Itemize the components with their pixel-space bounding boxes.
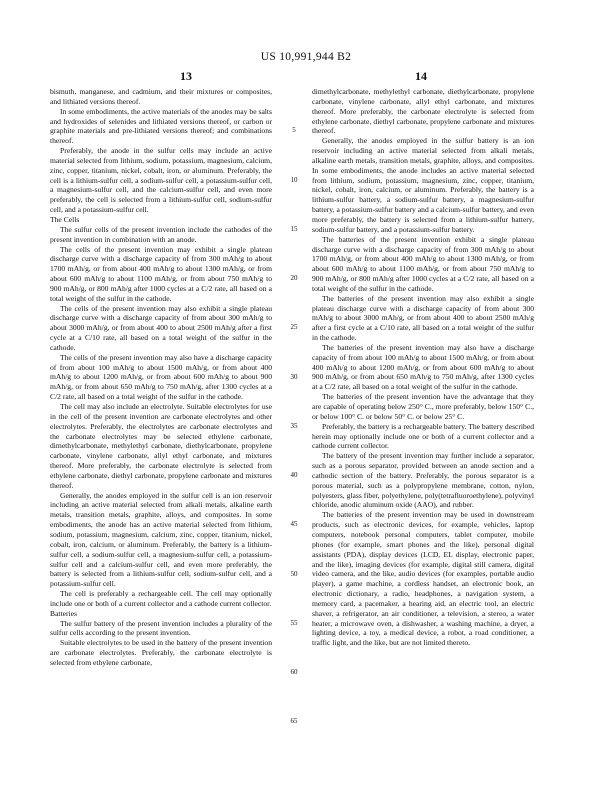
line-number: 15: [290, 224, 298, 233]
paragraph: The batteries of the present invention may also have a discharge capacity of from about 100 mAh/g to about 1500 mAh/g, or from about 400 mAh/g to about 1200 mAh/g, or from about 600 mAh/g to about 900 mAh/g, or from about 650 mAh/g to 750 mAh/g, after 1300 cycles at a C/2 rate, all based on a total weight of the sulfur in the cathode.: [312, 342, 534, 392]
paragraph: The cell may also include an electrolyte. Suitable electrolytes for use in the cell of the present invention are carbonate electrolytes and other electrolytes. Preferably, the electrolytes are carbonate electrolytes and the carbonate electrolytes may be selected ethylene carbonate, dimethylcarbonate, methylethyl carbonate, diethylcarbonate, propylene carbonate, vinylene carbonate, allyl ethyl carbonate, and mixtures thereof. More preferably, the carbonate electrolyte is selected from ethylene carbonate, diethyl carbonate, propylene carbonate and mixtures thereof.: [50, 402, 272, 490]
left-text-column: [50, 87, 272, 668]
line-number: 65: [290, 717, 298, 726]
paragraph: Preferably, the battery is a rechargeable battery. The battery described herein may optionally include one or both of a current collector and a cathode current collector.: [312, 421, 534, 451]
paragraph: The sulfur cells of the present invention include the cathodes of the present invention in combination with an anode.: [50, 224, 272, 244]
paragraph: Suitable electrolytes to be used in the battery of the present invention are carbonate electrolytes. Preferably, the carbonate electrolyte is selected from ethylene carbonate,: [50, 638, 272, 667]
patent-number-header: US 10,991,944 B2: [260, 51, 352, 63]
paragraph: The sulfur battery of the present invention includes a plurality of the sulfur cells according to the present invention.: [50, 618, 272, 638]
paragraph: bismuth, manganese, and cadmium, and their mixtures or composites, and lithiated versions thereof.: [50, 87, 272, 106]
paragraph: The cells of the present invention may exhibit a single plateau discharge curve with a discharge capacity of from 300 mAh/g to about 1700 mAh/g, or from about 400 mAh/g to about 1300 mAh/g, or from about 600 mAh/g to about 1100 mAh/g, or from about 750 mAh/g to 900 mAh/g, or 800 mAh/g after 1000 cycles at a C/2 rate, all based on a total weight of the sulfur in the cathode.: [50, 244, 272, 303]
line-number: 35: [290, 421, 298, 430]
section-heading: Batteries: [50, 608, 77, 618]
page-number-right: 14: [415, 69, 427, 83]
paragraph: The batteries of the present invention exhibit a single plateau discharge curve with a discharge capacity of from 300 mAh/g to about 1700 mAh/g, or from about 400 mAh/g to about 1300 mAh/g, or from about 600 mAh/g to about 1100 mAh/g, or from about 750 mAh/g to 900 mAh/g, or 800 mAh/g after 1000 cycles at a C/2 rate, all based on a total weight of the sulfur in the cathode.: [312, 234, 534, 293]
paragraph: The cells of the present invention may also have a discharge capacity of from about 100 mAh/g to about 1500 mAh/g, or from about 400 mAh/g to about 1200 mAh/g, or from about 600 mAh/g to about 900 mAh/g, or from about 650 mAh/g to 750 mAh/g, after 1300 cycles at a C/2 rate, all based on a total weight of the sulfur in the cathode.: [50, 352, 272, 402]
paragraph: Preferably, the anode in the sulfur cells may include an active material selected from lithium, sodium, potassium, magnesium, calcium, zinc, copper, titanium, nickel, cobalt, iron, or aluminum. Preferably, the cell is a lithium-sulfur cell, a sodium-sulfur cell, a potassium-sulfur cell, a magnesium-sulfur cell, and the calcium-sulfur cell, and even more preferably, the cell is selected from a lithium-sulfur cell, sodium-sulfur cell, and a potassium-sulfur cell.: [50, 146, 272, 215]
line-number: 30: [290, 372, 298, 381]
line-number: 50: [290, 569, 298, 578]
line-number: 20: [290, 274, 298, 283]
line-number: 60: [290, 668, 298, 677]
right-text-column: [312, 87, 534, 648]
line-number: 40: [290, 471, 298, 480]
paragraph: The batteries of the present invention have the advantage that they are capable of operating below 250° C., more preferably, below 150° C., or below 100° C. or below 50° C. or below 25° C.: [312, 392, 534, 421]
paragraph: The battery of the present invention may further include a separator, such as a porous separator, provided between an anode section and a cathodic section of the battery. Preferably, the porous separator is a porous material, such as a polypropylene membrane, cotton, nylon, polyesters, glass fiber, polyethylene, poly(tetrafluoroethylene), polyvinyl chloride, anodic aluminum oxide (AAO), and rubber.: [312, 451, 534, 510]
paragraph: Generally, the anodes employed in the sulfur cell is an ion reservoir including an active material selected from alkali metals, alkaline earth metals, transition metals, graphite, alloys, and composites. In some embodiments, the anode has an active material selected from lithium, sodium, potassium, magnesium, calcium, zinc, copper, titanium, nickel, cobalt, iron, calcium, or aluminum. Preferably, the battery is a lithium-sulfur cell, a sodium-sulfur cell, a magnesium-sulfur cell, a potassium-sulfur cell and a calcium-sulfur cell, and even more preferably, the battery is selected from a lithium-sulfur cell, sodium-sulfur cell, and a potassium-sulfur cell.: [50, 490, 272, 589]
line-number: 5: [292, 126, 296, 135]
line-number: 10: [290, 175, 298, 184]
page-number-left: 13: [180, 69, 192, 83]
paragraph: dimethylcarbonate, methylethyl carbonate, diethylcarbonate, propylene carbonate, vinylene carbonate, allyl ethyl carbonate, and mixtures thereof. More preferably, the carbonate electrolyte is selected from ethylene carbonate, diethyl carbonate, propylene carbonate and mixtures thereof.: [312, 87, 534, 136]
line-number: 45: [290, 520, 298, 529]
section-heading: The Cells: [50, 214, 80, 224]
line-number: 55: [290, 618, 298, 627]
paragraph: The batteries of the present invention may also exhibit a single plateau discharge curve with a discharge capacity of from about 300 mAh/g to about 3000 mAh/g, or from about 400 to about 2500 mAh/g after a first cycle at a C/10 rate, all based on a total weight of the sulfur in the cathode.: [312, 293, 534, 343]
paragraph: The cell is preferably a rechargeable cell. The cell may optionally include one or both of a current collector and a cathode current collector.: [50, 589, 272, 608]
paragraph: The batteries of the present invention may be used in downstream products, such as electronic devices, for example, vehicles, laptop computers, notebook personal computers, tablet computer, mobile phones (for example, smart phones and the like), personal digital assistants (PDA), display devices (LCD, EL display, electronic paper, and the like), imaging devices (for example, digital still camera, digital video camera, and the like, audio devices (for examples, portable audio player), a game machine, a cordless handset, an electronic book, an electronic dictionary, a radio, headphones, a navigation system, a memory card, a pacemaker, a hearing aid, an electric tool, an electric shaver, a refrigerator, an air conditioner, a television, a stereo, a water heater, a microwave oven, a dishwasher, a washing machine, a dryer, a lighting device, a toy, a medical device, a robot, a road conditioner, a traffic light, and the like, but are not limited thereto.: [312, 510, 534, 648]
paragraph: The cells of the present invention may also exhibit a single plateau discharge curve with a discharge capacity of from about 300 mAh/g to about 3000 mAh/g, or from about 400 to about 2500 mAh/g after a first cycle at a C/10 rate, all based on a total weight of the sulfur in the cathode.: [50, 303, 272, 352]
paragraph: Generally, the anodes employed in the sulfur battery is an ion reservoir including an active material selected from alkali metals, alkaline earth metals, transition metals, graphite, alloys, and composites. In some embodiments, the anode includes an active material selected from lithium, sodium, potassium, magnesium, zinc, copper, titanium, nickel, cobalt, iron, calcium, or aluminum. Preferably, the battery is a lithium-sulfur battery, a sodium-sulfur battery, a magnesium-sulfur battery, a potassium-sulfur battery and a calcium-sulfur battery, and even more preferably, the battery is selected from a lithium-sulfur battery, sodium-sulfur battery, and a potassium-sulfur battery.: [312, 136, 534, 234]
paragraph: In some embodiments, the active materials of the anodes may be salts and hydroxides of selenides and lithiated versions thereof, or carbon or graphite materials and pre-lithiated versions thereof; and combinations thereof.: [50, 106, 272, 146]
line-number: 25: [290, 323, 298, 332]
